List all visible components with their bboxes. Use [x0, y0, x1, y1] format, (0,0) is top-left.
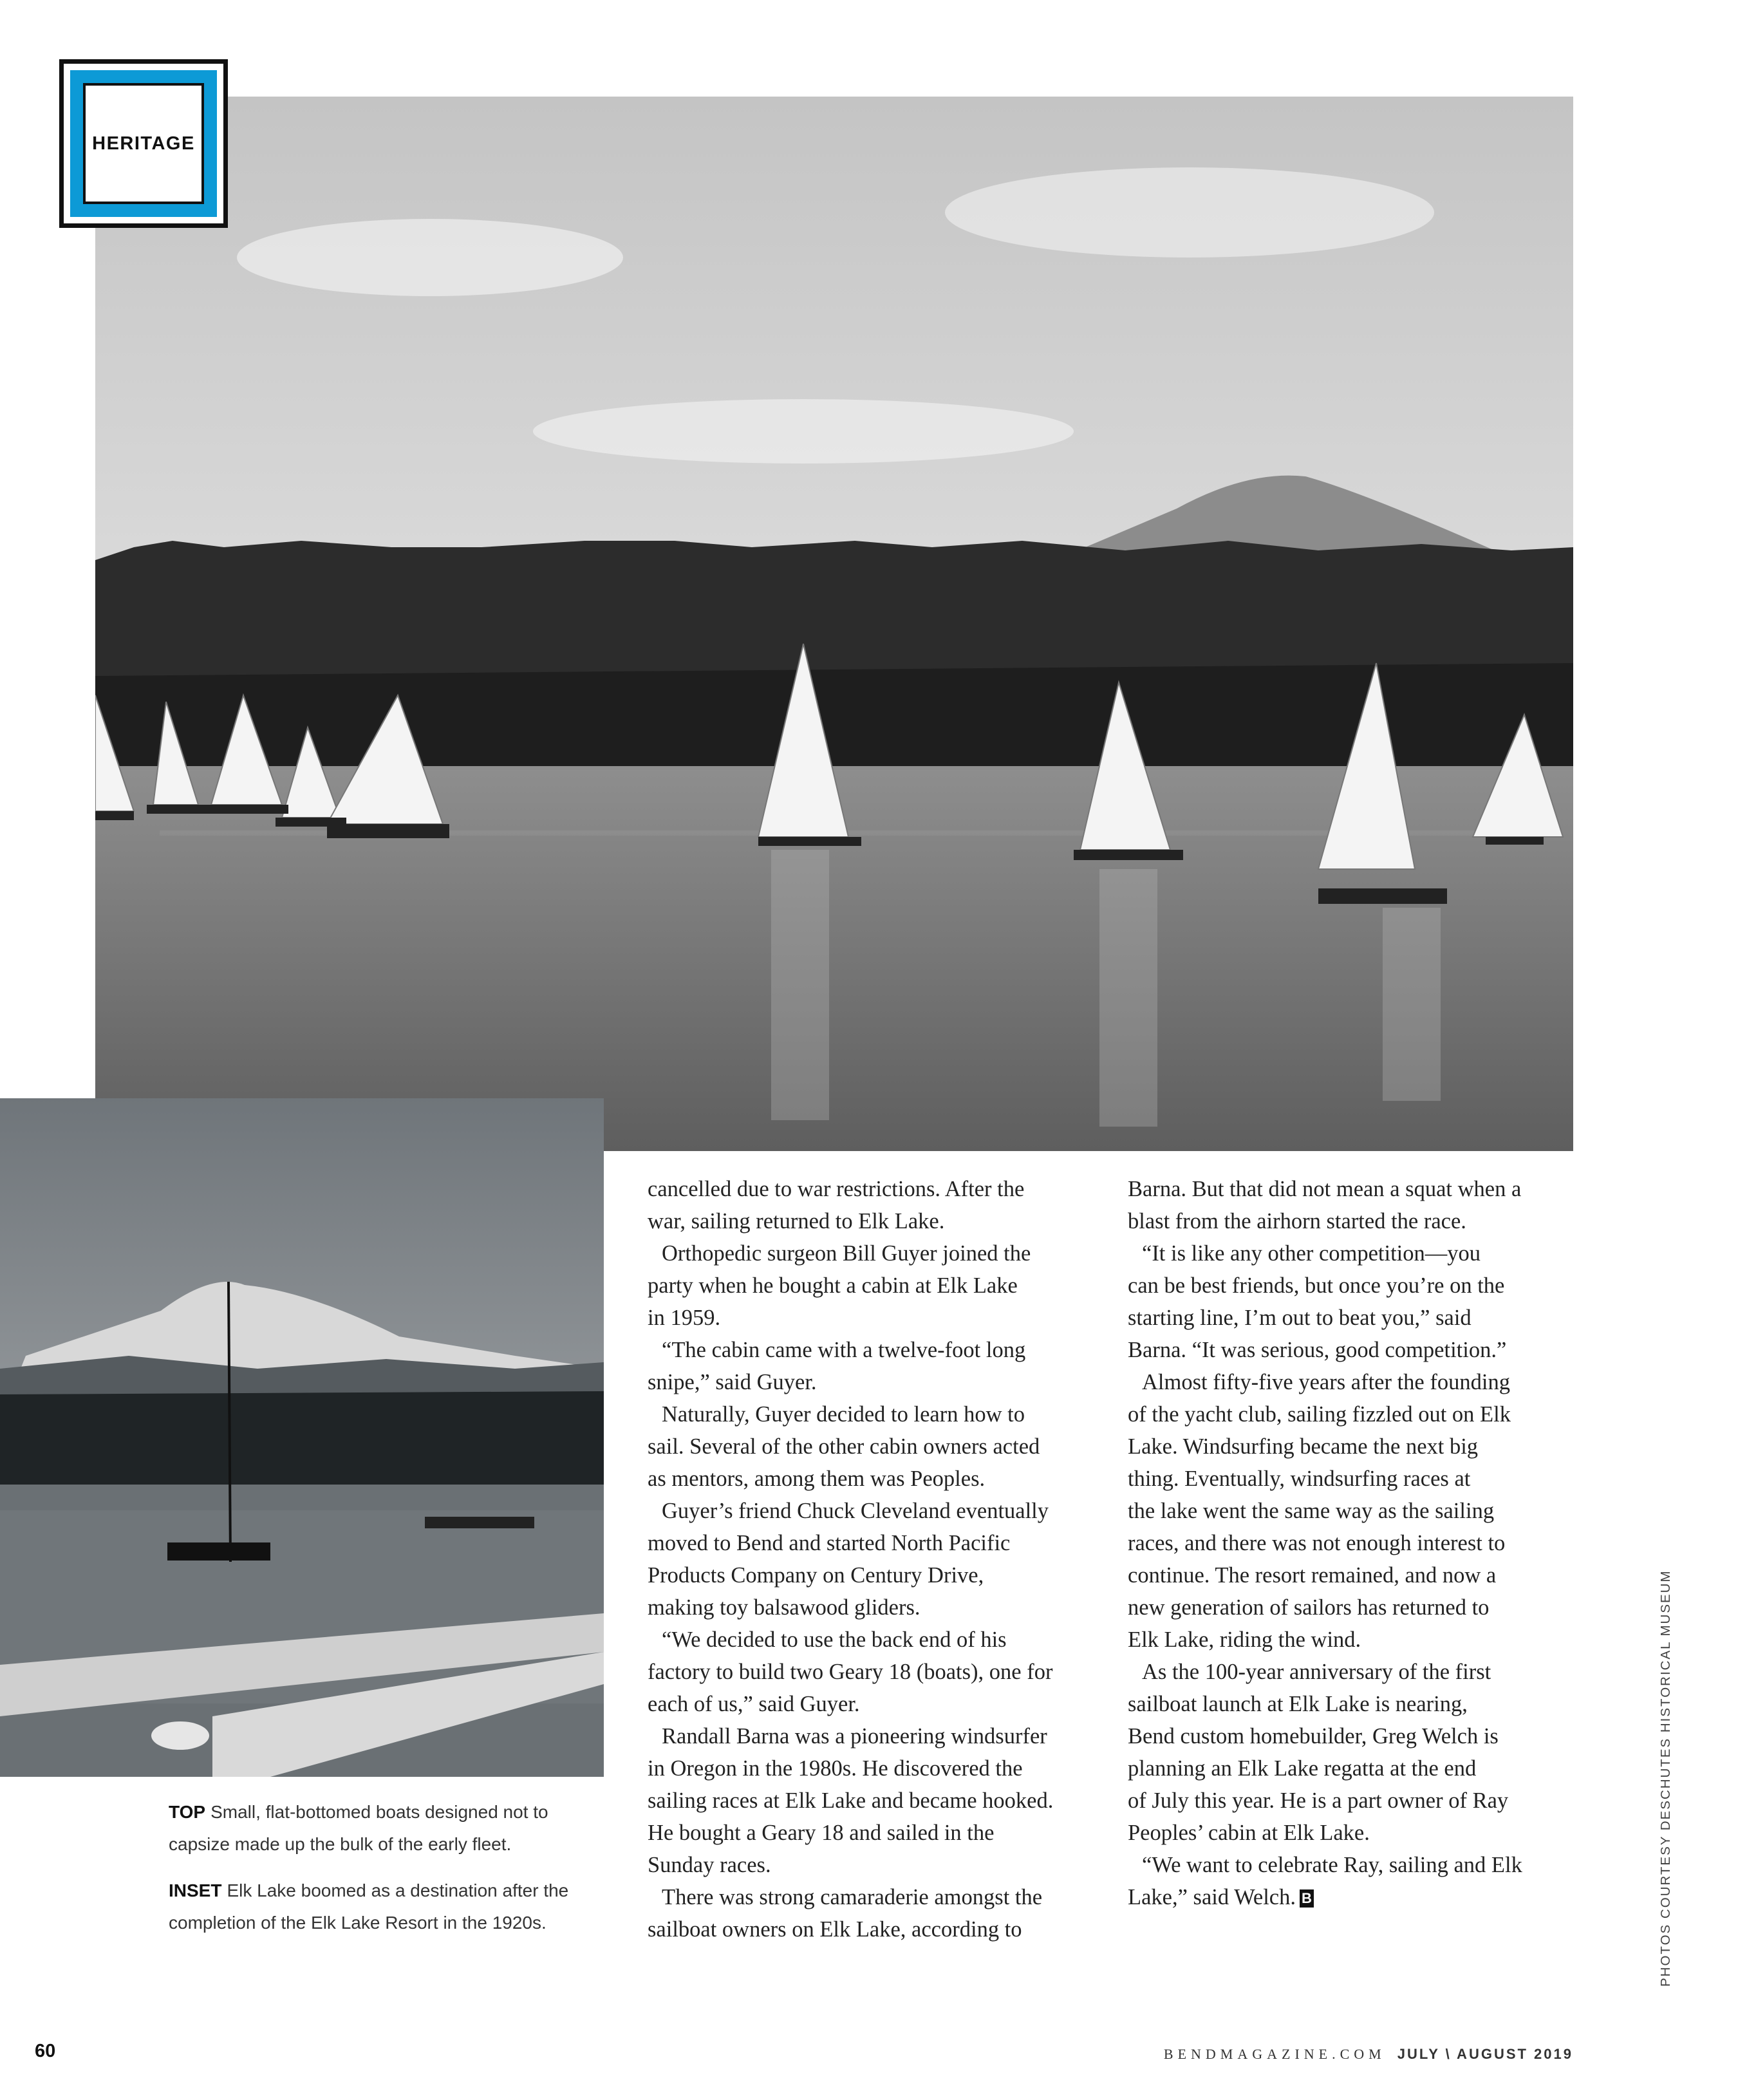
- inset-photo: [0, 1098, 604, 1777]
- article-line: [1128, 1656, 1578, 1688]
- article-line: [648, 1785, 1098, 1817]
- article-line-text: war, sailing returned to Elk Lake.: [648, 1209, 945, 1233]
- article-line-text: races, and there was not enough interest to: [1128, 1531, 1506, 1555]
- article-line: [648, 1817, 1098, 1849]
- article-line-text: Peoples’ cabin at Elk Lake.: [1128, 1821, 1370, 1845]
- section-label: HERITAGE: [92, 133, 195, 154]
- article-line: [648, 1237, 1098, 1270]
- article-line: [1128, 1785, 1578, 1817]
- article-line: [648, 1495, 1098, 1527]
- article-line: [648, 1270, 1098, 1302]
- article-line-text: Products Company on Century Drive,: [648, 1563, 984, 1588]
- caption-top-label: TOP: [169, 1802, 206, 1822]
- article-line: [1128, 1720, 1578, 1752]
- top-photo: [95, 97, 1573, 1151]
- article-line: [1128, 1173, 1578, 1205]
- article-line-text: in 1959.: [648, 1306, 721, 1330]
- article-line-text: He bought a Geary 18 and sailed in the: [648, 1821, 995, 1845]
- caption-top-text: Small, flat-bottomed boats designed not to capsize made up the bulk of the early fleet.: [169, 1802, 548, 1854]
- article-line-text: each of us,” said Guyer.: [648, 1692, 860, 1716]
- article-line-text: sailing races at Elk Lake and became hooked.: [648, 1788, 1054, 1813]
- article-line-text: “We decided to use the back end of his: [662, 1627, 1007, 1652]
- article-line-text: Guyer’s friend Chuck Cleveland eventually: [662, 1499, 1049, 1523]
- article-line-text: starting line, I’m out to beat you,” said: [1128, 1306, 1472, 1330]
- article-line-text: As the 100-year anniversary of the first: [1142, 1660, 1491, 1684]
- article-line-text: Almost fifty-five years after the founding: [1142, 1370, 1510, 1394]
- article-line: [648, 1591, 1098, 1624]
- article-line: [1128, 1817, 1578, 1849]
- badge-inner: [83, 83, 204, 204]
- article-line: [648, 1334, 1098, 1366]
- article-line-text: as mentors, among them was Peoples.: [648, 1467, 986, 1491]
- article-line-text: Lake. Windsurfing became the next big: [1128, 1434, 1479, 1459]
- article-line-text: can be best friends, but once you’re on the: [1128, 1273, 1505, 1298]
- footer-issue: JULY \ AUGUST 2019: [1397, 2046, 1573, 2062]
- inset-photo-image: [0, 1098, 604, 1777]
- caption-top: [169, 1796, 613, 1861]
- article-line-text: “We want to celebrate Ray, sailing and Elk: [1142, 1853, 1522, 1877]
- article-line: [1128, 1334, 1578, 1366]
- article-column-1: [648, 1173, 1098, 1945]
- article-line: [648, 1205, 1098, 1237]
- article-line-text: the lake went the same way as the sailing: [1128, 1499, 1495, 1523]
- article-line: [648, 1398, 1098, 1430]
- article-line-text: Barna. “It was serious, good competition.”: [1128, 1338, 1507, 1362]
- article-line: [1128, 1591, 1578, 1624]
- article-line: [1128, 1237, 1578, 1270]
- article-line: [1128, 1688, 1578, 1720]
- article-line: [648, 1688, 1098, 1720]
- article-line-text: Barna. But that did not mean a squat when a: [1128, 1177, 1522, 1201]
- footer-site: BENDMAGAZINE.COM: [1163, 2046, 1386, 2062]
- article-line-text: Elk Lake, riding the wind.: [1128, 1627, 1361, 1652]
- article-line: [1128, 1849, 1578, 1881]
- article-line-text: Naturally, Guyer decided to learn how to: [662, 1402, 1025, 1427]
- article-line-text: “It is like any other competition—you: [1142, 1241, 1481, 1266]
- article-line-text: moved to Bend and started North Pacific: [648, 1531, 1011, 1555]
- article-line-text: Bend custom homebuilder, Greg Welch is: [1128, 1724, 1499, 1748]
- article-line: [648, 1559, 1098, 1591]
- article-line: [1128, 1398, 1578, 1430]
- page-number: 60: [35, 2041, 56, 2061]
- article-line-text: thing. Eventually, windsurfing races at: [1128, 1467, 1471, 1491]
- article-line-text: sailboat launch at Elk Lake is nearing,: [1128, 1692, 1468, 1716]
- article-line-text: party when he bought a cabin at Elk Lake: [648, 1273, 1018, 1298]
- article-line-text: continue. The resort remained, and now a: [1128, 1563, 1497, 1588]
- article-line: [1128, 1527, 1578, 1559]
- article-line-text: of July this year. He is a part owner of Ray: [1128, 1788, 1509, 1813]
- article-line: [648, 1656, 1098, 1688]
- caption-inset-text: Elk Lake boomed as a destination after the completion of the Elk Lake Resort in the 1920s.: [169, 1880, 569, 1933]
- article-line-text: “The cabin came with a twelve-foot long: [662, 1338, 1026, 1362]
- article-line: [1128, 1624, 1578, 1656]
- article-line-text: cancelled due to war restrictions. After the: [648, 1177, 1025, 1201]
- article-line-text: snipe,” said Guyer.: [648, 1370, 817, 1394]
- article-line: [1128, 1270, 1578, 1302]
- article-line: [648, 1881, 1098, 1913]
- article-column-2: [1128, 1173, 1578, 1913]
- article-line: [1128, 1752, 1578, 1785]
- caption-inset-label: INSET: [169, 1880, 222, 1900]
- article-line-text: There was strong camaraderie amongst the: [662, 1885, 1043, 1909]
- article-line-text: Randall Barna was a pioneering windsurfer: [662, 1724, 1047, 1748]
- article-line: [648, 1752, 1098, 1785]
- article-line: [648, 1527, 1098, 1559]
- article-line-text: new generation of sailors has returned to: [1128, 1595, 1490, 1620]
- article-line-text: planning an Elk Lake regatta at the end: [1128, 1756, 1477, 1781]
- article-line-text: sail. Several of the other cabin owners acted: [648, 1434, 1040, 1459]
- article-line: [1128, 1302, 1578, 1334]
- article-line-text: Sunday races.: [648, 1853, 771, 1877]
- article-line: [648, 1302, 1098, 1334]
- article-line: [648, 1720, 1098, 1752]
- end-mark: B: [1300, 1889, 1314, 1908]
- article-line: [648, 1913, 1098, 1945]
- top-photo-image: [95, 97, 1573, 1151]
- article-line: [648, 1463, 1098, 1495]
- article-line-text: factory to build two Geary 18 (boats), one for: [648, 1660, 1053, 1684]
- article-line-text: Lake,” said Welch.: [1128, 1885, 1296, 1909]
- article-line: [1128, 1205, 1578, 1237]
- article-line: [648, 1173, 1098, 1205]
- caption-inset: [169, 1875, 613, 1939]
- article-line: [1128, 1463, 1578, 1495]
- photo-credit: PHOTOS COURTESY DESCHUTES HISTORICAL MUSEUM: [1658, 1570, 1673, 1987]
- article-line: [1128, 1430, 1578, 1463]
- section-badge: [59, 59, 228, 228]
- article-line: [1128, 1366, 1578, 1398]
- article-line: [648, 1366, 1098, 1398]
- article-line-text: sailboat owners on Elk Lake, according to: [648, 1917, 1022, 1942]
- article-line-text: of the yacht club, sailing fizzled out on Elk: [1128, 1402, 1511, 1427]
- article-line: [648, 1849, 1098, 1881]
- article-line: [1128, 1495, 1578, 1527]
- article-line-text: in Oregon in the 1980s. He discovered the: [648, 1756, 1023, 1781]
- article-line: [1128, 1559, 1578, 1591]
- article-line: [1128, 1881, 1578, 1913]
- article-line-text: Orthopedic surgeon Bill Guyer joined the: [662, 1241, 1031, 1266]
- footer: [1164, 2046, 1573, 2063]
- article-line-text: making toy balsawood gliders.: [648, 1595, 920, 1620]
- article-line-text: blast from the airhorn started the race.: [1128, 1209, 1466, 1233]
- article-line: [648, 1430, 1098, 1463]
- article-line: [648, 1624, 1098, 1656]
